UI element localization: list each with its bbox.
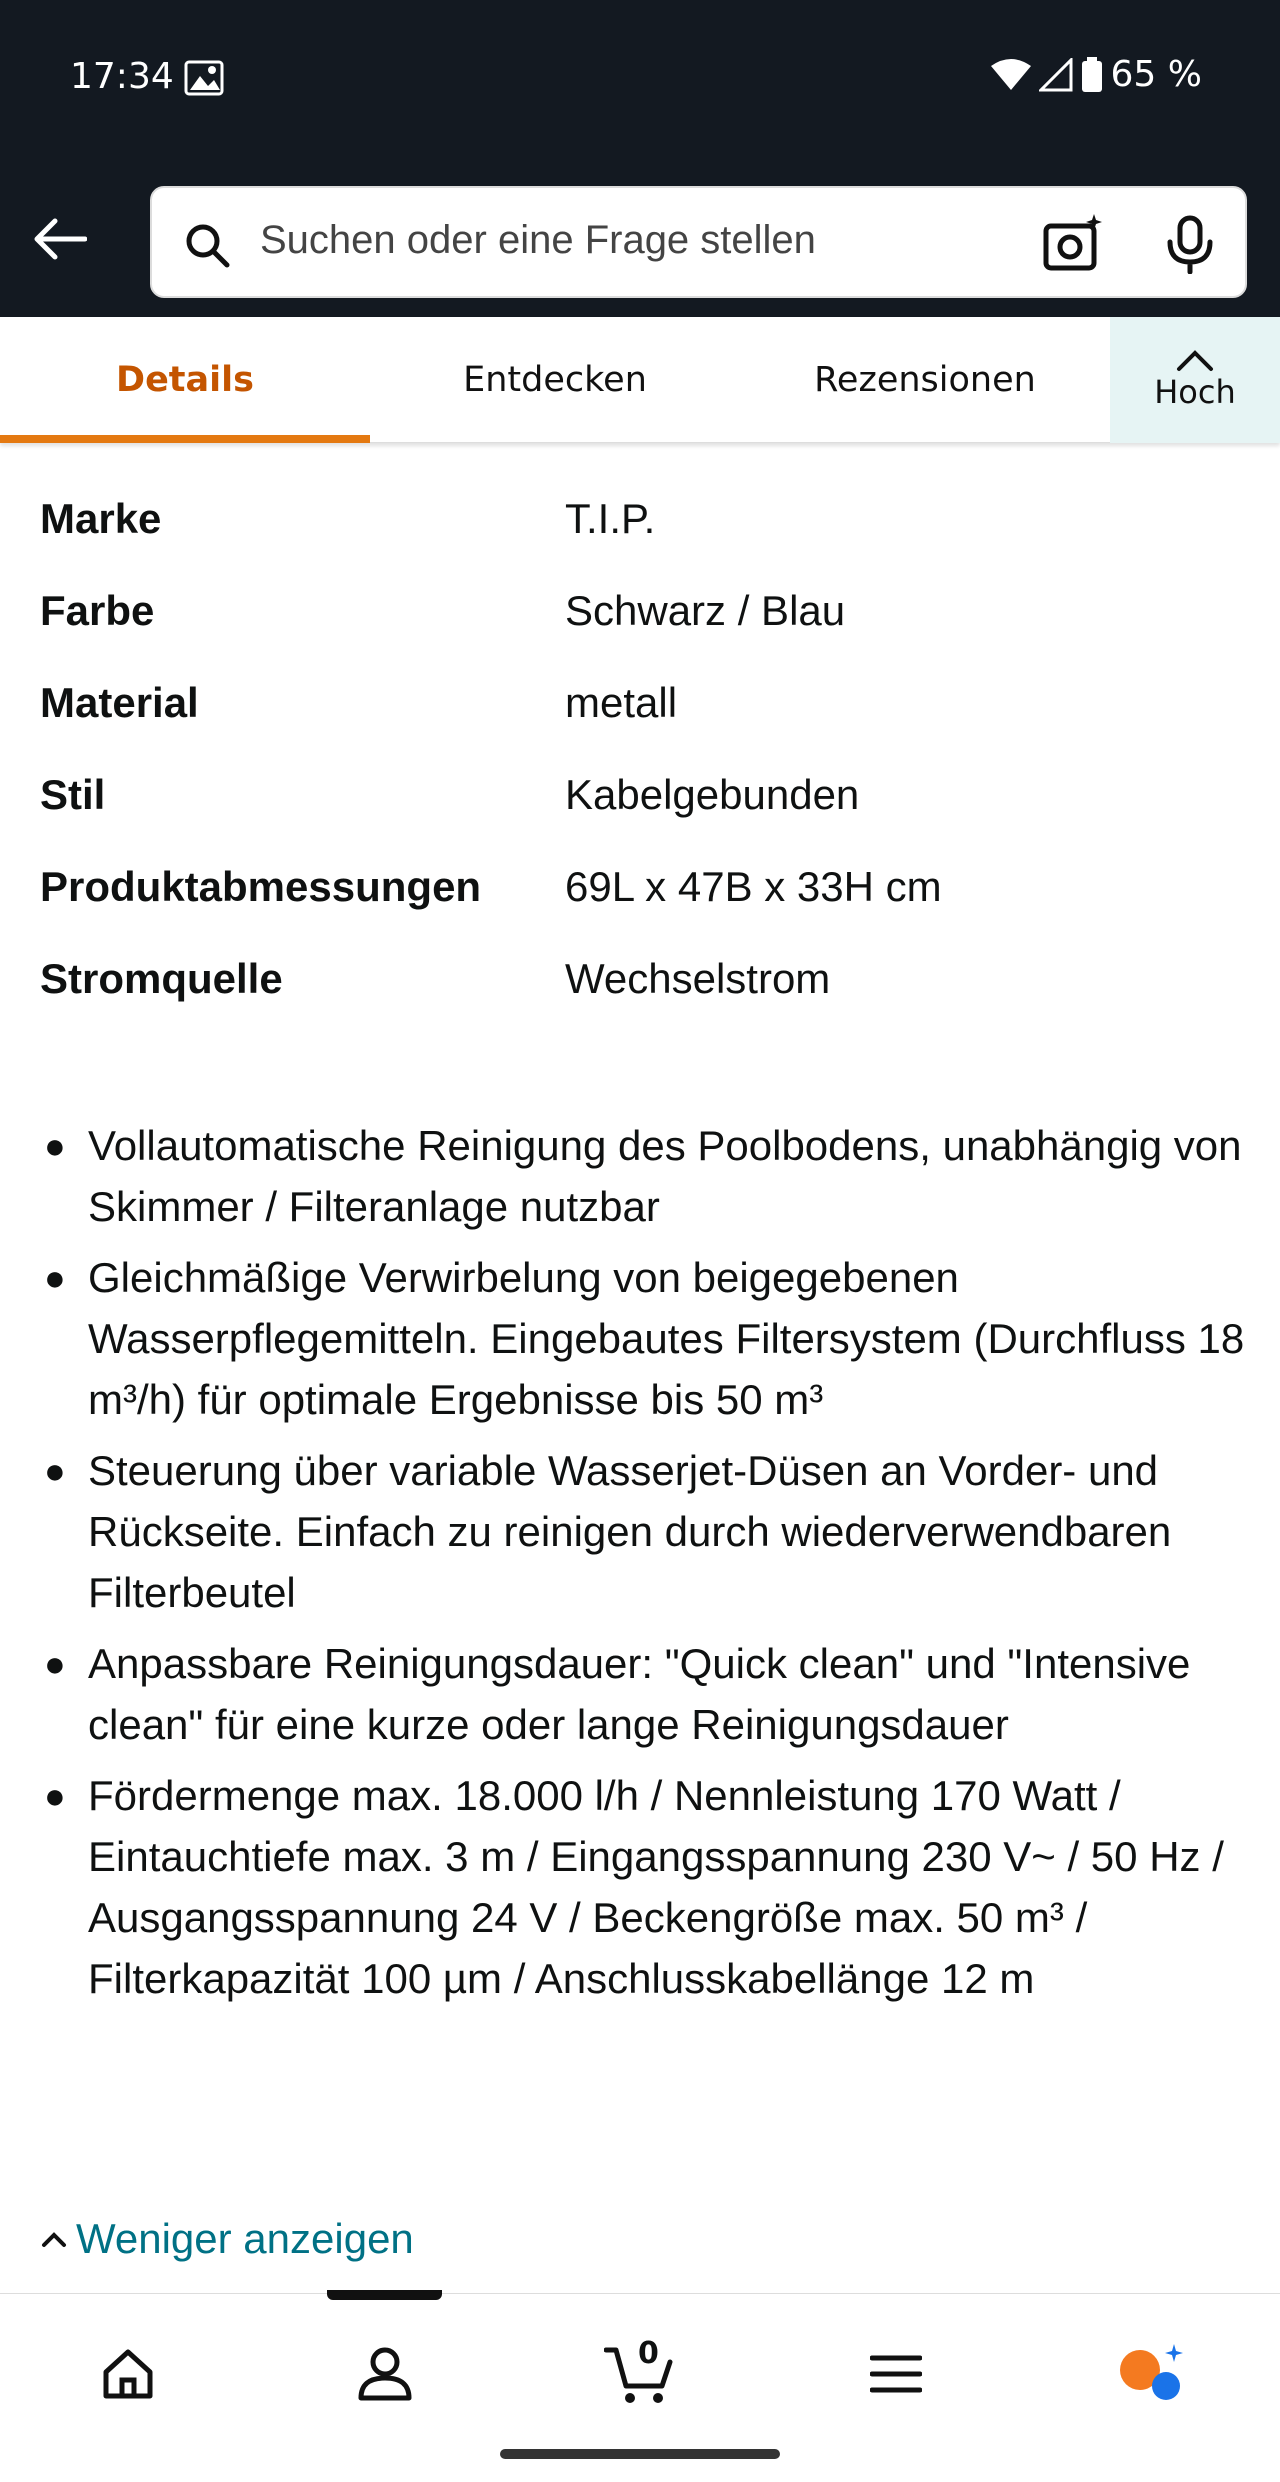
- spec-row: [40, 950, 1240, 1008]
- battery-percent: 65 %: [1110, 54, 1202, 95]
- product-specs-table: [40, 490, 1240, 1042]
- feature-bullets: [40, 1115, 1250, 2019]
- spec-row: [40, 582, 1240, 640]
- show-less-link[interactable]: [40, 2215, 414, 2263]
- status-time: 17:34: [70, 56, 174, 97]
- bullet-text: Anpassbare Reinigungsdauer: "Quick clean" und "Intensive clean" für eine kurze oder lange Reinigungsdauer: [88, 1640, 1191, 1748]
- status-indicators: [991, 54, 1202, 95]
- back-arrow-icon: [31, 217, 87, 261]
- spec-key: Produktabmessungen: [40, 863, 482, 910]
- ai-assistant-icon: [1116, 2342, 1188, 2406]
- active-tab-indicator: [0, 435, 370, 443]
- spec-key: Farbe: [40, 587, 155, 634]
- status-bar: [0, 0, 1280, 160]
- spec-key: Material: [40, 679, 199, 726]
- active-nav-indicator: [327, 2290, 442, 2300]
- camera-search-icon[interactable]: [1042, 212, 1106, 276]
- home-icon: [100, 2348, 156, 2400]
- spec-row: [40, 490, 1240, 548]
- section-tabs: [0, 317, 1280, 443]
- gallery-notification-icon: [184, 60, 224, 96]
- tab-rezensionen-label: Rezensionen: [814, 360, 1036, 400]
- user-icon: [357, 2346, 413, 2402]
- list-item: [40, 1247, 1250, 1430]
- list-item: [40, 1440, 1250, 1623]
- list-item: [40, 1633, 1250, 1755]
- spec-key: Stromquelle: [40, 955, 283, 1002]
- bullet-dot-icon: ●: [44, 1450, 66, 1491]
- bullet-text: Gleichmäßige Verwirbelung von beigegebenen Wasserpflegemitteln. Eingebautes Filtersystem (Durchfluss 18 m³/h) für optimale Ergebnisse bis 50 m³: [88, 1254, 1245, 1423]
- bullet-dot-icon: ●: [44, 1775, 66, 1816]
- tab-entdecken-label: Entdecken: [463, 360, 647, 400]
- back-button[interactable]: [28, 208, 90, 270]
- spec-row: [40, 766, 1240, 824]
- bullet-dot-icon: ●: [44, 1125, 66, 1166]
- nav-menu[interactable]: [856, 2334, 936, 2414]
- spec-row: [40, 858, 1240, 916]
- bullet-text: Vollautomatische Reinigung des Poolbodens, unabhängig von Skimmer / Filteranlage nutzbar: [88, 1122, 1242, 1230]
- search-icon: [182, 220, 232, 270]
- spec-value: 69L x 47B x 33H cm: [565, 863, 942, 910]
- bottom-navigation: [0, 2293, 1280, 2482]
- search-placeholder: Suchen oder eine Frage stellen: [260, 218, 816, 262]
- spec-value: Schwarz / Blau: [565, 587, 846, 634]
- bullet-text: Fördermenge max. 18.000 l/h / Nennleistung 170 Watt / Eintauchtiefe max. 3 m / Eingangsspannung 230 V~ / 50 Hz / Ausgangsspannung 24 V / Beckengröße max. 50 m³ / Filterkapazität 100 µm / Anschlusskabellänge 12 m: [88, 1772, 1224, 2002]
- list-item: [40, 1765, 1250, 2009]
- show-less-label: Weniger anzeigen: [76, 2215, 414, 2262]
- microphone-icon[interactable]: [1162, 214, 1218, 274]
- cart-count: 0: [638, 2336, 659, 2371]
- nav-cart[interactable]: [600, 2334, 680, 2414]
- battery-icon: [1081, 57, 1103, 93]
- nav-account[interactable]: [345, 2334, 425, 2414]
- tab-rezensionen[interactable]: [740, 317, 1110, 443]
- hamburger-menu-icon: [870, 2354, 922, 2394]
- nav-home[interactable]: [88, 2334, 168, 2414]
- tab-details-label: Details: [116, 360, 254, 400]
- spec-value: metall: [565, 679, 678, 726]
- signal-icon: [1039, 58, 1073, 92]
- bullet-text: Steuerung über variable Wasserjet-Düsen an Vorder- und Rückseite. Einfach zu reinigen durch wiederverwendbaren Filterbeutel: [88, 1447, 1172, 1616]
- spec-key: Marke: [40, 495, 162, 542]
- scroll-to-top-button[interactable]: [1110, 317, 1280, 443]
- nav-rufus-assistant[interactable]: [1112, 2334, 1192, 2414]
- spec-value: Wechselstrom: [565, 955, 831, 1002]
- tab-details[interactable]: [0, 317, 370, 443]
- spec-key: Stil: [40, 771, 106, 818]
- gesture-bar: [500, 2449, 780, 2459]
- search-header: [0, 160, 1280, 317]
- tab-entdecken[interactable]: [370, 317, 740, 443]
- spec-value: T.I.P.: [565, 495, 656, 542]
- wifi-icon: [991, 58, 1031, 92]
- bullet-dot-icon: ●: [44, 1643, 66, 1684]
- spec-row: [40, 674, 1240, 732]
- search-input[interactable]: [150, 186, 1247, 298]
- chevron-up-icon: [40, 2229, 68, 2249]
- spec-value: Kabelgebunden: [565, 771, 860, 818]
- list-item: [40, 1115, 1250, 1237]
- bullet-dot-icon: ●: [44, 1257, 66, 1298]
- scroll-to-top-label: Hoch: [1154, 373, 1236, 411]
- chevron-up-icon: [1175, 349, 1215, 373]
